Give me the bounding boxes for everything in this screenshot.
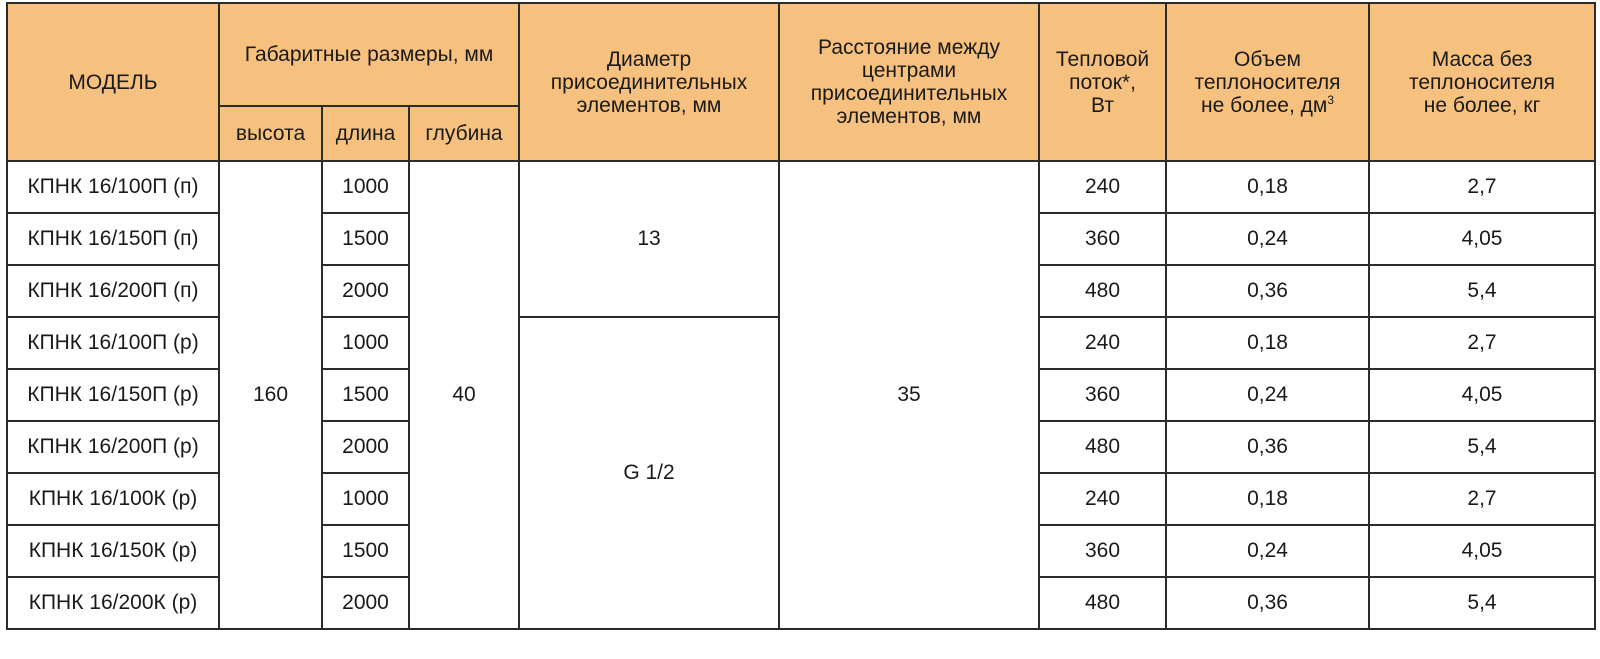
- table-header: [7, 3, 1595, 161]
- cell-length: 1000: [322, 161, 409, 213]
- cell-length: 1500: [322, 213, 409, 265]
- cell-mass: 2,7: [1369, 161, 1595, 213]
- cell-depth-shared: 40: [409, 161, 519, 629]
- cell-model: КПНК 16/100П (р): [7, 317, 219, 369]
- cell-model: КПНК 16/100П (п): [7, 161, 219, 213]
- cell-mass: 5,4: [1369, 265, 1595, 317]
- cell-model: КПНК 16/200П (п): [7, 265, 219, 317]
- cell-length: 2000: [322, 265, 409, 317]
- cell-length: 1500: [322, 525, 409, 577]
- cell-volume: 0,36: [1166, 577, 1369, 629]
- cell-model: КПНК 16/200К (р): [7, 577, 219, 629]
- cell-heat: 480: [1039, 421, 1166, 473]
- unit-superscript: 3: [1327, 92, 1335, 107]
- header-depth: глубина: [409, 106, 519, 161]
- header-coolant-volume: Объем теплоносителя не более, $дм^3$: [1166, 3, 1369, 161]
- cell-mass: 2,7: [1369, 317, 1595, 369]
- cell-height-shared: 160: [219, 161, 322, 629]
- cell-volume: 0,36: [1166, 421, 1369, 473]
- header-heat-flow: Тепловой поток*, Вт: [1039, 3, 1166, 161]
- cell-heat: 240: [1039, 473, 1166, 525]
- cell-length: 1500: [322, 369, 409, 421]
- cell-mass: 2,7: [1369, 473, 1595, 525]
- cell-volume: 0,18: [1166, 317, 1369, 369]
- cell-diameter-13: 13: [519, 161, 779, 317]
- cell-volume: 0,24: [1166, 369, 1369, 421]
- header-dimensions: Габаритные размеры, мм: [219, 3, 519, 106]
- cell-model: КПНК 16/150К (р): [7, 525, 219, 577]
- header-connector-diameter: Диаметр присоединительных элементов, мм: [519, 3, 779, 161]
- cell-mass: 5,4: [1369, 421, 1595, 473]
- cell-volume: 0,24: [1166, 525, 1369, 577]
- header-height: высота: [219, 106, 322, 161]
- header-model: МОДЕЛЬ: [7, 3, 219, 161]
- cell-volume: 0,18: [1166, 161, 1369, 213]
- cell-volume: 0,36: [1166, 265, 1369, 317]
- cell-model: КПНК 16/200П (р): [7, 421, 219, 473]
- header-mass: Масса без теплоносителя не более, кг: [1369, 3, 1595, 161]
- cell-heat: 240: [1039, 317, 1166, 369]
- cell-length: 2000: [322, 577, 409, 629]
- cell-mass: 5,4: [1369, 577, 1595, 629]
- cell-heat: 480: [1039, 265, 1166, 317]
- spec-table: [6, 2, 1596, 630]
- table-row: [7, 161, 1595, 213]
- cell-model: КПНК 16/100К (р): [7, 473, 219, 525]
- cell-length: 1000: [322, 473, 409, 525]
- cell-model: КПНК 16/150П (р): [7, 369, 219, 421]
- cell-heat: 480: [1039, 577, 1166, 629]
- cell-diameter-g12: G 1/2: [519, 317, 779, 629]
- cell-length: 1000: [322, 317, 409, 369]
- cell-heat: 360: [1039, 213, 1166, 265]
- cell-heat: 360: [1039, 525, 1166, 577]
- cell-model: КПНК 16/150П (п): [7, 213, 219, 265]
- table-body: [7, 161, 1595, 629]
- cell-heat: 360: [1039, 369, 1166, 421]
- cell-mass: 4,05: [1369, 525, 1595, 577]
- header-length: длина: [322, 106, 409, 161]
- cell-length: 2000: [322, 421, 409, 473]
- cell-mass: 4,05: [1369, 369, 1595, 421]
- cell-volume: 0,24: [1166, 213, 1369, 265]
- header-center-distance: Расстояние между центрами присоединительных элементов, мм: [779, 3, 1039, 161]
- cell-center-distance-shared: 35: [779, 161, 1039, 629]
- cell-mass: 4,05: [1369, 213, 1595, 265]
- cell-heat: 240: [1039, 161, 1166, 213]
- cell-volume: 0,18: [1166, 473, 1369, 525]
